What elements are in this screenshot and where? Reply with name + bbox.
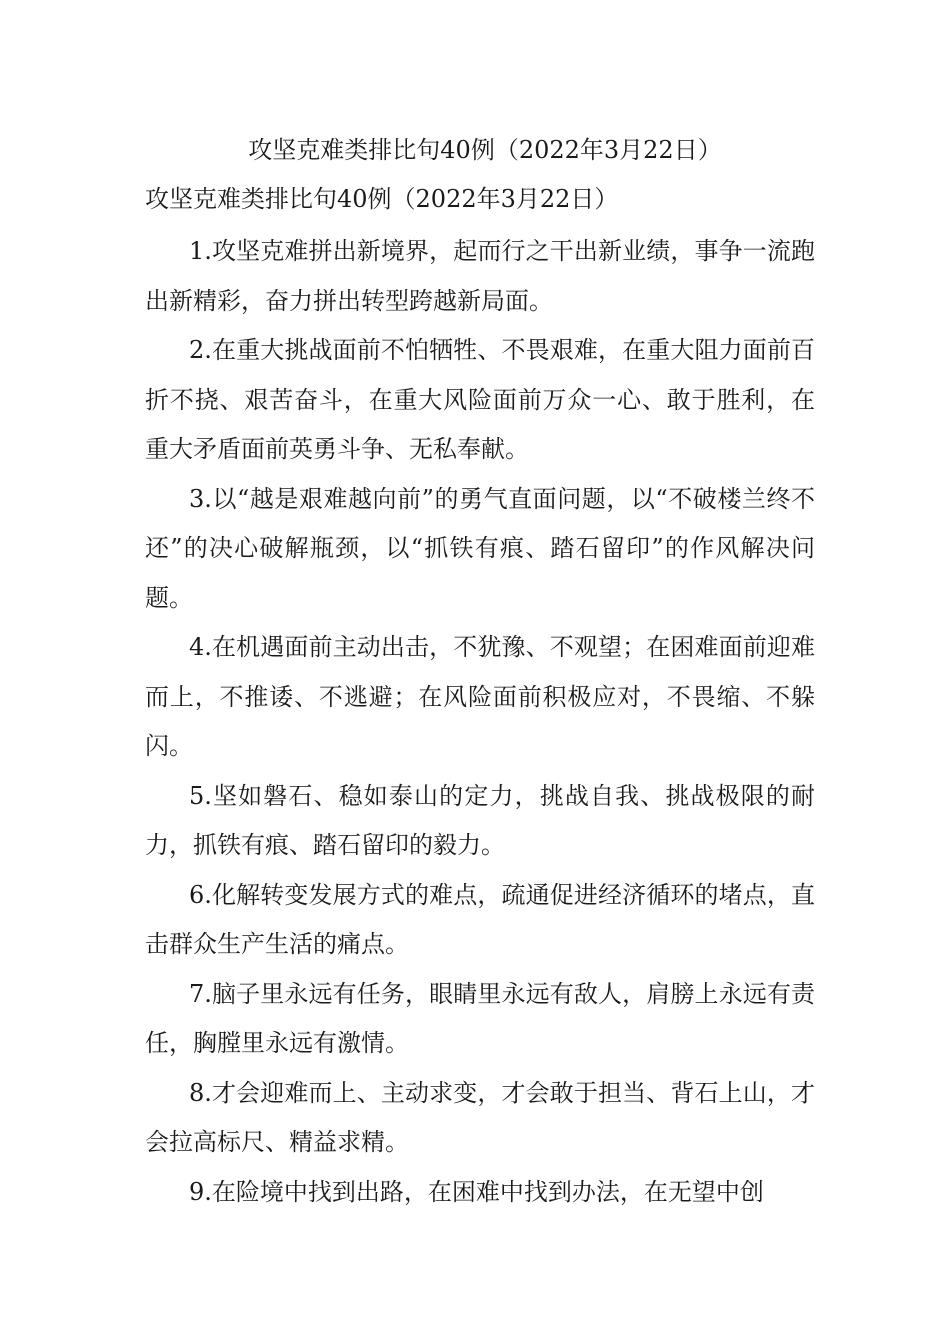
- document-body: [145, 227, 815, 1217]
- document-title: 攻坚克难类排比句40例（2022年3月22日）: [248, 136, 722, 164]
- paragraph-3: 3.以“越是艰难越向前”的勇气直面问题，以“不破楼兰终不还”的决心破解瓶颈，以“抓铁有痕、踏石留印”的作风解决问题。: [145, 484, 815, 612]
- paragraph-5: 5.坚如磐石、稳如泰山的定力，挑战自我、挑战极限的耐力，抓铁有痕、踏石留印的毅力。: [145, 781, 815, 859]
- paragraph-4: 4.在机遇面前主动出击，不犹豫、不观望；在困难面前迎难而上，不推诿、不逃避；在风险面前积极应对，不畏缩、不躲闪。: [145, 633, 815, 760]
- paragraph-1: 1.攻坚克难拼出新境界，起而行之干出新业绩，事争一流跑出新精彩，奋力拼出转型跨越新局面。: [145, 237, 815, 315]
- paragraph-9: 9.在险境中找到出路，在困难中找到办法，在无望中创: [189, 1177, 764, 1206]
- paragraph-7: 7.脑子里永远有任务，眼睛里永远有敌人，肩膀上永远有责任，胸膛里永远有激情。: [145, 979, 815, 1057]
- paragraph-2: 2.在重大挑战面前不怕牺牲、不畏艰难，在重大阻力面前百折不挠、艰苦奋斗，在重大风险面前万众一心、敢于胜利，在重大矛盾面前英勇斗争、无私奉献。: [145, 336, 815, 463]
- document-title-repeat: 攻坚克难类排比句40例（2022年3月22日）: [145, 185, 619, 213]
- paragraph-8: 8.才会迎难而上、主动求变，才会敢于担当、背石上山，才会拉高标尺、精益求精。: [145, 1078, 815, 1156]
- paragraph-6: 6.化解转变发展方式的难点，疏通促进经济循环的堵点，直击群众生产生活的痛点。: [145, 880, 815, 958]
